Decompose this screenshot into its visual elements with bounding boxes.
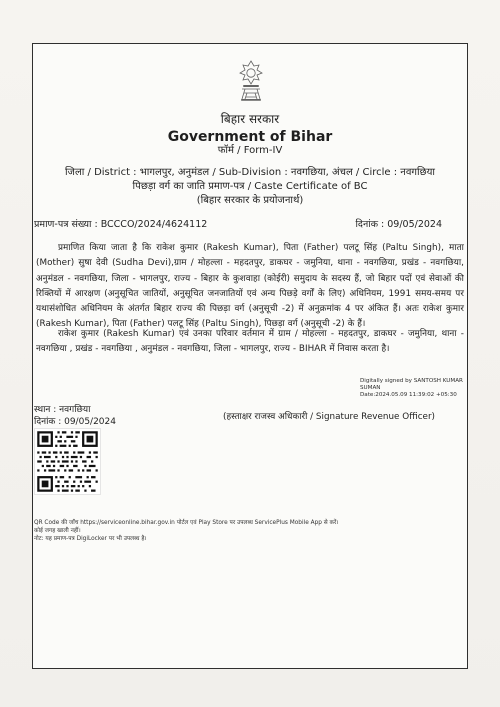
qr-code-icon xyxy=(34,428,101,495)
state-name-english: Government of Bihar xyxy=(167,129,333,145)
digital-signature-line-1: Digitally signed by SANTOSH KUMAR SUMAN xyxy=(360,378,463,391)
paragraph-1-text: प्रमाणित किया जाता है कि राकेश कुमार (Rakesh Kumar), पिता (Father) पलटू सिंह (Paltu Singh), माता (Mother) सुषा देवी (Sudha Devi),ग्राम / मोहल्ला - महदतपुर, डाकघर - जमुनिया, थाना - नवगछिया, प्रखंड - नवगछिया, अनुमंडल - नवगछिया, जिला - भागलपुर, राज्य - बिहार के कुशवाहा (कोईरी) समुदाय के सदस्य हैं, जो बिहार पदों एवं सेवाओं की रिक्तियों में आरक्षण (अनुसूचित जातियों, अनुसूचित जनजातियों एवं अन्य पिछड़े वर्गों के लिए) अधिनियम, 1991 समय-समय पर यथासंशोधित अधिनियम के अंतर्गत बिहार राज्य की पिछड़ा वर्ग (अनुसूची -2) में अनुक्रमांक 4 पर अंकित हैं। अतः राकेश कुमार (Rakesh Kumar), पिता (Father) पलटू सिंह (Paltu Singh), पिछड़ा वर्ग (अनुसूची -2) के हैं। xyxy=(36,243,464,330)
location-line: जिला / District : भागलपुर, अनुमंडल / Sub-Division : नवगछिया, अंचल / Circle : नवगछिया xyxy=(64,167,436,178)
certificate-date: दिनांक : 09/05/2024 xyxy=(355,219,442,230)
issue-place: स्थान : नवगछिया xyxy=(34,405,91,415)
certificate-paragraph-2 xyxy=(36,327,464,358)
qr-footer-line-3: नोट: यह प्रमाण-पत्र DigiLocker पर भी उपलब्ध है। xyxy=(34,536,147,542)
certificate-title: पिछड़ा वर्ग का जाति प्रमाण-पत्र / Caste Certificate of BC xyxy=(132,181,368,192)
form-label: फॉर्म / Form-IV xyxy=(217,145,283,156)
digital-signature-block xyxy=(360,378,466,399)
digital-signature-line-2: Date:2024.05.09 11:39:02 +05:30 xyxy=(360,392,457,398)
qr-footer-note xyxy=(34,519,354,543)
paragraph-2-text: राकेश कुमार (Rakesh Kumar) एवं उनका परिवार वर्तमान में ग्राम / मोहल्ला - महदतपुर, डाकघर - जमुनिया, थाना - नवगछिया , प्रखंड - नवगछिया , अनुमंडल - नवगछिया, जिला - भागलपुर, राज्य - BIHAR में निवास करता है। xyxy=(36,329,464,355)
signature-label: (हस्ताक्षर राजस्व अधिकारी / Signature Revenue Officer) xyxy=(223,412,435,422)
state-name-hindi: बिहार सरकार xyxy=(220,112,280,126)
issue-place-date xyxy=(34,404,116,428)
certificate-paragraph-1 xyxy=(36,241,464,333)
certificate-number: प्रमाण-पत्र संख्या : BCCCO/2024/4624112 xyxy=(34,219,208,230)
government-emblem-icon xyxy=(234,58,268,104)
certificate-purpose: (बिहार सरकार के प्रयोजनार्थ) xyxy=(196,195,304,206)
qr-footer-line-1: QR Code की जाँच https://serviceonline.bihar.gov.in पोर्टल एवं Play Store पर उपलब्ध ServicePlus Mobile App से करें। xyxy=(34,520,339,526)
qr-footer-line-2: कोई जगह खाली नहीं। xyxy=(34,528,81,534)
issue-date: दिनांक : 09/05/2024 xyxy=(34,417,116,427)
